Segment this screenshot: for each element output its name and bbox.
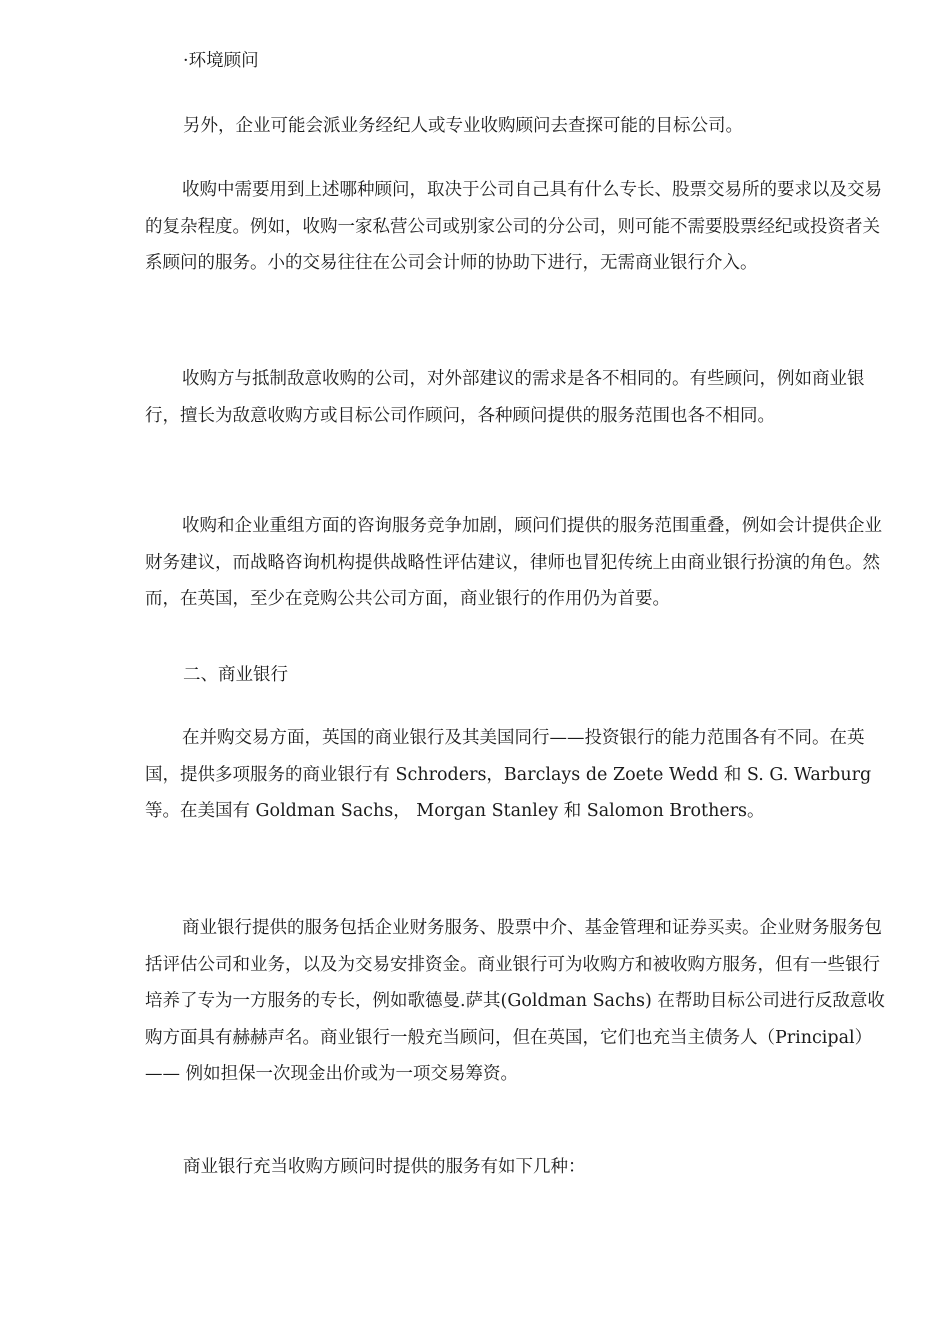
paragraph-acquirer-services-intro: 商业银行充当收购方顾问时提供的服务有如下几种： [183, 1157, 586, 1177]
paragraph-bank-services: 商业银行提供的服务包括企业财务服务、股票中介、基金管理和证券买卖。企业财务服务包括评估公司和业务，以及为交易安排资金。商业银行可为收购方和被收购方服务，但有一些银行培养了专为一方服务的专长，例如歌德曼.萨其(Goldman Sachs) 在帮助目标公司进行反敌意收购方面具有赫赫声名。商业银行一般充当顾问，但在英国，它们也充当主债务人（Principal）—— 例如担保一次现金出价或为一项交易筹资。 [145, 918, 885, 1084]
paragraph-advisor-choice: 收购中需要用到上述哪种顾问，取决于公司自己具有什么专长、股票交易所的要求以及交易的复杂程度。例如，收购一家私营公司或别家公司的分公司，则可能不需要股票经纪或投资者关系顾问的服务。小的交易往往在公司会计师的协助下进行，无需商业银行介入。 [145, 180, 882, 273]
paragraph-uk-us-banks: 在并购交易方面，英国的商业银行及其美国同行——投资银行的能力范围各有不同。在英国，提供多项服务的商业银行有 Schroders，Barclays de Zoete Wedd 和 S. G. Warburg 等。在美国有 Goldman Sachs， Morgan Stanley 和 Salomon Brothers。 [145, 728, 872, 821]
paragraph-hostile-bid-needs: 收购方与抵制敌意收购的公司，对外部建议的需求是各不相同的。有些顾问，例如商业银行，擅长为敌意收购方或目标公司作顾问，各种顾问提供的服务范围也各不相同。 [145, 369, 865, 426]
section-heading-merchant-banks: 二、商业银行 [183, 665, 288, 685]
list-item-environment-advisor: ·环境顾问 [183, 51, 259, 71]
paragraph-business-brokers: 另外，企业可能会派业务经纪人或专业收购顾问去查探可能的目标公司。 [183, 116, 743, 136]
paragraph-competition: 收购和企业重组方面的咨询服务竞争加剧，顾问们提供的服务范围重叠，例如会计提供企业财务建议，而战略咨询机构提供战略性评估建议，律师也冒犯传统上由商业银行扮演的角色。然而，在英国，至少在竞购公共公司方面，商业银行的作用仍为首要。 [145, 516, 882, 609]
